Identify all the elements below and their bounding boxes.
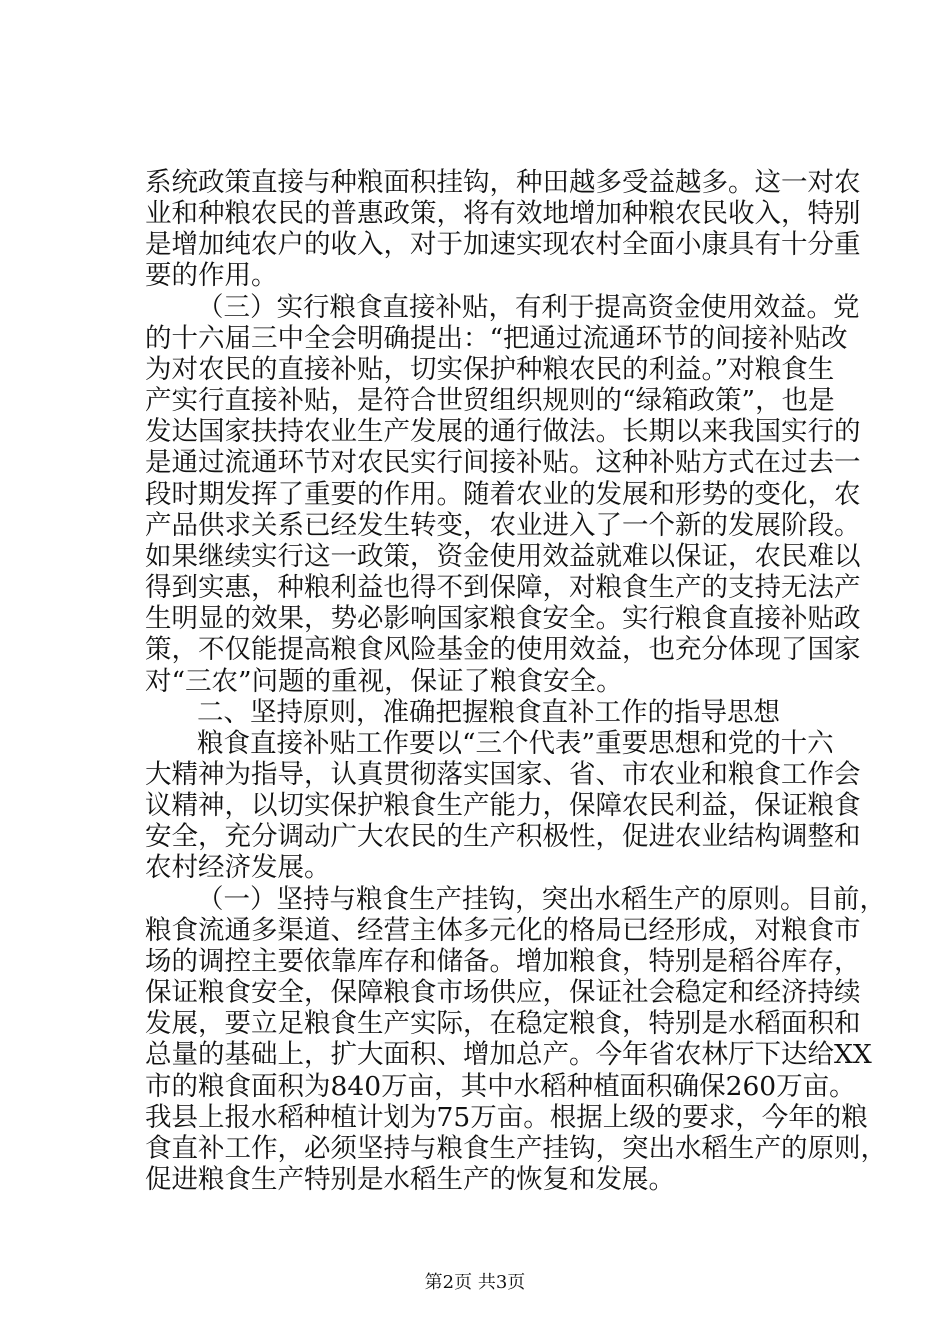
text-line: 段时期发挥了重要的作用。随着农业的发展和形势的变化，农 xyxy=(145,479,861,510)
text-line: 议精神，以切实保护粮食生产能力，保障农民利益，保证粮食 xyxy=(145,790,861,821)
text-line: 生明显的效果，势必影响国家粮食安全。实行粮食直接补贴政 xyxy=(145,603,861,634)
text-line: 粮食直接补贴工作要以“三个代表”重要思想和党的十六 xyxy=(197,728,834,759)
text-line: 我县上报水稻种植计划为75万亩。根据上级的要求，今年的粮 xyxy=(145,1102,868,1133)
text-line: 产实行直接补贴，是符合世贸组织规则的“绿箱政策”，也是 xyxy=(145,385,835,416)
text-line: 大精神为指导，认真贯彻落实国家、省、市农业和粮食工作会 xyxy=(145,759,861,790)
text-line: 保证粮食安全，保障粮食市场供应，保证社会稳定和经济持续 xyxy=(145,977,861,1008)
text-line: 要的作用。 xyxy=(145,260,278,291)
text-line: 安全，充分调动广大农民的生产积极性，促进农业结构调整和 xyxy=(145,821,861,852)
section-heading-3: （三）实行粮食直接补贴，有利于提高资金使用效益。党 xyxy=(197,292,860,323)
text-line: 产品供求关系已经发生转变，农业进入了一个新的发展阶段。 xyxy=(145,510,861,541)
text-line: 为对农民的直接补贴，切实保护种粮农民的利益。”对粮食生 xyxy=(145,354,835,385)
text-line: 总量的基础上，扩大面积、增加总产。今年省农林厅下达给XX xyxy=(145,1039,872,1070)
text-line: 如果继续实行这一政策，资金使用效益就难以保证，农民难以 xyxy=(145,541,861,572)
text-line: 发达国家扶持农业生产发展的通行做法。长期以来我国实行的 xyxy=(145,416,861,447)
text-line: 系统政策直接与种粮面积挂钩，种田越多受益越多。这一对农 xyxy=(145,167,861,198)
text-line: 策，不仅能提高粮食风险基金的使用效益，也充分体现了国家 xyxy=(145,634,861,665)
text-line: 的十六届三中全会明确提出：“把通过流通环节的间接补贴改 xyxy=(145,323,848,354)
text-line: 发展，要立足粮食生产实际，在稳定粮食，特别是水稻面积和 xyxy=(145,1008,861,1039)
text-line: 业和种粮农民的普惠政策，将有效地增加种粮农民收入，特别 xyxy=(145,198,861,229)
text-line: 市的粮食面积为840万亩，其中水稻种植面积确保260万亩。 xyxy=(145,1071,856,1102)
text-line: 食直补工作，必须坚持与粮食生产挂钩，突出水稻生产的原则， xyxy=(145,1133,887,1164)
section-heading-2: 二、坚持原则，准确把握粮食直补工作的指导思想 xyxy=(197,697,780,728)
text-line: 是通过流通环节对农民实行间接补贴。这种补贴方式在过去一 xyxy=(145,447,861,478)
text-line: 场的调控主要依靠库存和储备。增加粮食，特别是稻谷库存， xyxy=(145,946,861,977)
text-line: 是增加纯农户的收入，对于加速实现农村全面小康具有十分重 xyxy=(145,229,861,260)
page-number-footer: 第2页 共3页 xyxy=(424,1272,526,1293)
text-line: 促进粮食生产特别是水稻生产的恢复和发展。 xyxy=(145,1164,675,1195)
text-line: 农村经济发展。 xyxy=(145,852,331,883)
text-line: 对“三农”问题的重视，保证了粮食安全。 xyxy=(145,666,623,697)
text-line: 粮食流通多渠道、经营主体多元化的格局已经形成，对粮食市 xyxy=(145,915,861,946)
section-heading-1: （一）坚持与粮食生产挂钩，突出水稻生产的原则。目前， xyxy=(197,884,886,915)
text-line: 得到实惠，种粮利益也得不到保障，对粮食生产的支持无法产 xyxy=(145,572,861,603)
